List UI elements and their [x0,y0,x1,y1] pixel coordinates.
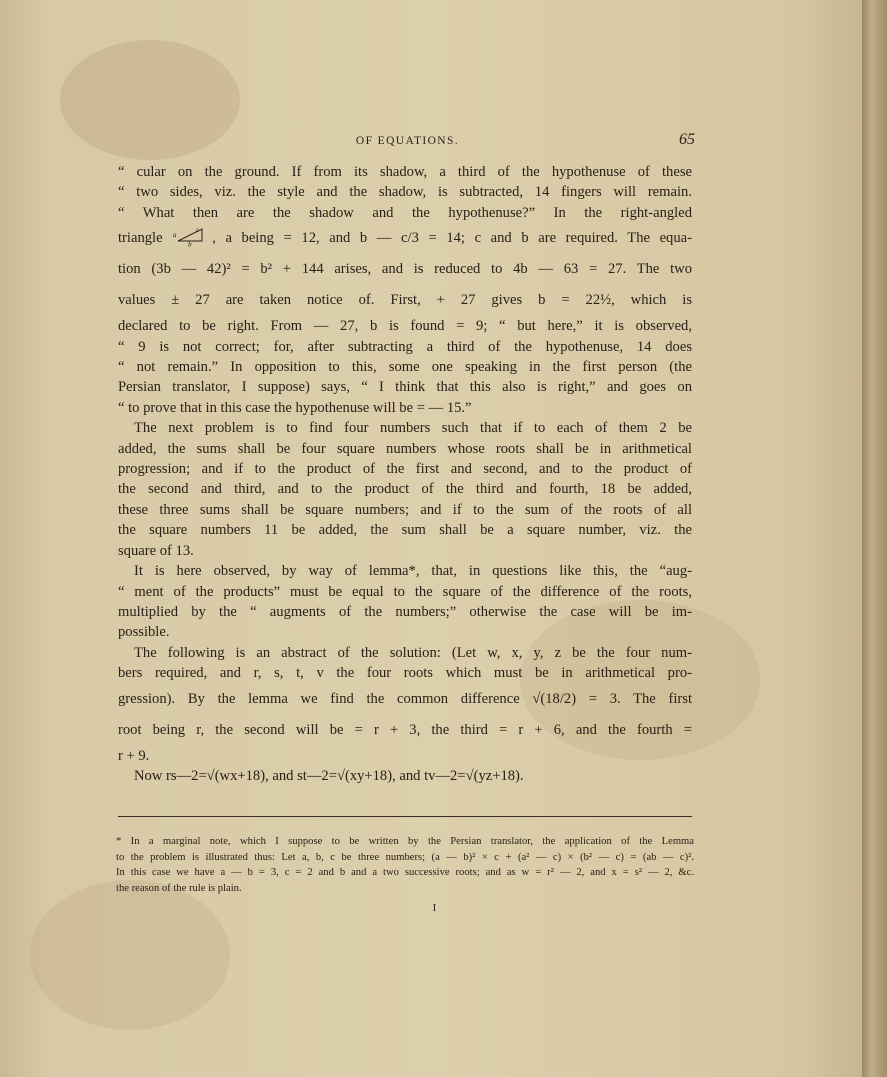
foxing-stain [30,880,230,1030]
text-line: these three sums shall be square numbers; and if to the sum of the roots of all [118,501,692,518]
text-line: the square numbers 11 be added, the sum shall be a square number, viz. the [118,522,692,539]
text-line: “ cular on the ground. If from its shadow, a third of the hypothenuse of these [118,164,692,180]
text-line: “ 9 is not correct; for, after subtracting a third of the hypothenuse, 14 does [118,338,692,355]
text-line: added, the sums shall be four square numbers whose roots shall be in arithmetical [118,440,692,457]
footnote-line: In this case we have a — b = 3, c = 2 and b and a two successive roots; and as w = r² — 2, and x = s² — 2, &c. [116,867,694,878]
page-header [120,131,695,151]
text-line: “ not remain.” In opposition to this, some one speaking in the first person (the [118,359,692,376]
footnote [116,834,694,896]
text-line: “ to prove that in this case the hypothenuse will be = — 15.” [118,399,472,416]
text-line: r + 9. [118,747,150,764]
text-line: multiplied by the “ augments of the numbers;” otherwise the case will be im- [118,603,692,620]
text-line: bers required, and r, s, t, v the four roots which must be in arithmetical pro- [118,665,692,682]
text-line: possible. [118,624,170,641]
triangle-label-c: c [196,226,200,235]
text-line: “ two sides, viz. the style and the shadow, is subtracted, 14 fingers will remain. [118,184,692,201]
running-title: OF EQUATIONS. [355,135,460,147]
text-line: gression). By the lemma we find the common difference √(18/2) = 3. The first [118,690,692,707]
footnote-rule [118,816,692,817]
text-line: square of 13. [118,542,194,559]
footnote-line: the reason of the rule is plain. [116,882,242,894]
text-line: declared to be right. From — 27, b is found = 9; “ but here,” it is observed, [118,318,692,335]
text-line-with-figure [118,223,692,254]
text-line: values ± 27 are taken notice of. First, + 27 gives b = 22½, which is [118,292,692,309]
right-triangle-figure [172,225,212,247]
text-line: The following is an abstract of the solution: (Let w, x, y, z be the four num- [134,644,692,661]
footnote-line: * In a marginal note, which I suppose to be written by the Persian translator, the application of the Lemma [116,836,694,847]
text-line: root being r, the second will be = r + 3, the third = r + 6, and the fourth = [118,721,692,738]
text-line: Persian translator, I suppose) says, “ I think that this also is right,” and goes on [118,379,692,396]
page-number: 65 [679,131,695,148]
triangle-label-a: a [173,231,177,240]
text-line: the second and third, and to the product of the third and fourth, 18 be added, [118,481,692,498]
signature-mark: I [432,902,438,914]
main-text [118,162,692,786]
text-line: “ ment of the products” must be equal to the square of the difference of the roots, [118,583,692,600]
text-line: Now rs—2=√(wx+18), and st—2=√(xy+18), and tv—2=√(yz+18). [134,767,524,784]
text-line: The next problem is to find four numbers such that if to each of them 2 be [134,420,692,437]
text-segment: triangle [118,230,163,247]
text-line: tion (3b — 42)² = b² + 144 arises, and is reduced to 4b — 63 = 27. The two [118,261,692,278]
text-segment: , a being = 12, and b — c/3 = 14; c and b are required. The equa- [212,230,692,247]
footnote-line: to the problem is illustrated thus: Let a, b, c be three numbers; (a — b)² × c + (a² — c) × (b² — c) = (ab — c)². [116,851,694,863]
triangle-label-b: b [188,240,192,248]
text-line: It is here observed, by way of lemma*, that, in questions like this, the “aug- [134,563,692,580]
text-line: progression; and if to the product of the first and second, and to the product of [118,461,692,478]
book-spine-edge [862,0,887,1077]
text-line: “ What then are the shadow and the hypothenuse?” In the right-angled [118,204,692,221]
